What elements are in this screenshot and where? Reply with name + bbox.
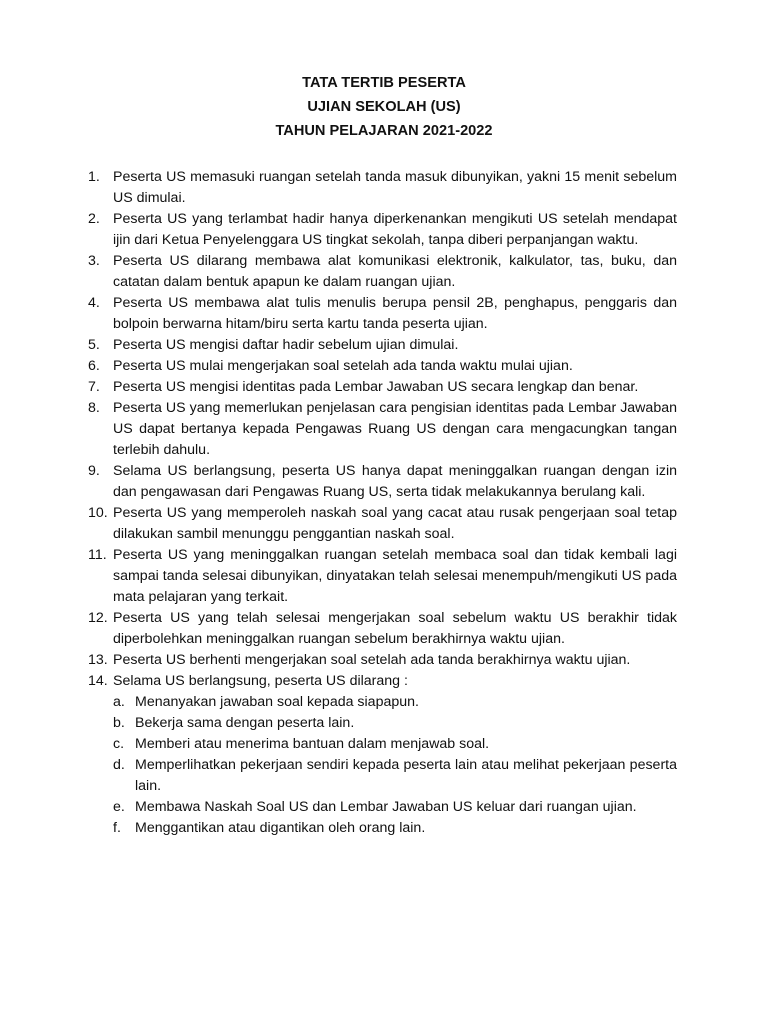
rule-text: Peserta US membawa alat tulis menulis berupa pensil 2B, penghapus, penggaris dan bolpoin berwarna hitam/biru serta kartu tanda peserta ujian. — [113, 295, 677, 332]
rule-number: 6. — [88, 358, 100, 374]
rule-number: 12. — [88, 610, 108, 626]
rule-number: 13. — [88, 652, 108, 668]
rule-text: Peserta US yang meninggalkan ruangan setelah membaca soal dan tidak kembali lagi sampai tanda selesai dibunyikan, dinyatakan telah selesai menempuh/mengikuti US pada mata pelajaran yang terkait. — [113, 547, 677, 605]
rule-text: Peserta US dilarang membawa alat komunikasi elektronik, kalkulator, tas, buku, dan catatan dalam bentuk apapun ke dalam ruangan ujian. — [113, 253, 677, 290]
sub-item-text: Menanyakan jawaban soal kepada siapapun. — [135, 694, 419, 710]
rule-item-10 — [88, 503, 677, 545]
rule-item-9 — [88, 461, 677, 503]
rule-number: 10. — [88, 505, 108, 521]
rule-item-14 — [88, 671, 677, 839]
sub-item-a — [113, 692, 677, 713]
rule-number: 5. — [88, 337, 100, 353]
rule-item-1 — [88, 167, 677, 209]
rule-item-4 — [88, 293, 677, 335]
rule-number: 9. — [88, 463, 100, 479]
rule-number: 2. — [88, 211, 100, 227]
rule-text: Peserta US berhenti mengerjakan soal setelah ada tanda berakhirnya waktu ujian. — [113, 652, 631, 668]
sub-item-f — [113, 818, 677, 839]
sub-item-letter: f. — [113, 820, 121, 836]
title-line-2: UJIAN SEKOLAH (US) — [307, 99, 461, 115]
rule-item-11 — [88, 545, 677, 608]
sub-item-text: Bekerja sama dengan peserta lain. — [135, 715, 355, 731]
rule-text: Selama US berlangsung, peserta US dilarang : — [113, 673, 408, 689]
sub-item-e — [113, 797, 677, 818]
rule-item-3 — [88, 251, 677, 293]
rule-text: Peserta US mengisi identitas pada Lembar Jawaban US secara lengkap dan benar. — [113, 379, 639, 395]
rule-number: 3. — [88, 253, 100, 269]
rule-text: Peserta US yang terlambat hadir hanya diperkenankan mengikuti US setelah mendapat ijin dari Ketua Penyelenggara US tingkat sekolah, tanpa diberi perpanjangan waktu. — [113, 211, 677, 248]
rule-item-8 — [88, 398, 677, 461]
sub-item-letter: e. — [113, 799, 125, 815]
sub-item-text: Memberi atau menerima bantuan dalam menjawab soal. — [135, 736, 490, 752]
sub-item-text: Memperlihatkan pekerjaan sendiri kepada peserta lain atau melihat pekerjaan peserta lain. — [135, 757, 677, 794]
sub-item-letter: a. — [113, 694, 125, 710]
rule-text: Peserta US mengisi daftar hadir sebelum ujian dimulai. — [113, 337, 459, 353]
rule-item-13 — [88, 650, 677, 671]
sub-item-text: Menggantikan atau digantikan oleh orang lain. — [135, 820, 426, 836]
sub-item-text: Membawa Naskah Soal US dan Lembar Jawaban US keluar dari ruangan ujian. — [135, 799, 637, 815]
sub-item-d — [113, 755, 677, 797]
rule-item-5 — [88, 335, 677, 356]
rule-text: Peserta US yang memperoleh naskah soal yang cacat atau rusak pengerjaan soal tetap dilakukan sambil menunggu penggantian naskah soal. — [113, 505, 677, 542]
rule-number: 8. — [88, 400, 100, 416]
sub-item-b — [113, 713, 677, 734]
rule-item-2 — [88, 209, 677, 251]
sub-item-letter: b. — [113, 715, 125, 731]
rule-item-6 — [88, 356, 677, 377]
rules-list — [88, 167, 677, 839]
rule-number: 14. — [88, 673, 108, 689]
rule-item-7 — [88, 377, 677, 398]
rule-text: Peserta US yang telah selesai mengerjakan soal sebelum waktu US berakhir tidak diperbolehkan meninggalkan ruangan sebelum berakhirnya waktu ujian. — [113, 610, 677, 647]
rule-text: Selama US berlangsung, peserta US hanya dapat meninggalkan ruangan dengan izin dan pengawasan dari Pengawas Ruang US, serta tidak melakukannya berulang kali. — [113, 463, 677, 500]
sub-item-c — [113, 734, 677, 755]
prohibitions-list — [113, 692, 677, 839]
document-title — [0, 71, 768, 143]
title-line-1: TATA TERTIB PESERTA — [302, 75, 466, 91]
rule-text: Peserta US yang memerlukan penjelasan cara pengisian identitas pada Lembar Jawaban US dapat bertanya kepada Pengawas Ruang US dengan cara mengacungkan tangan terlebih dahulu. — [113, 400, 677, 458]
rule-number: 4. — [88, 295, 100, 311]
rule-number: 1. — [88, 169, 100, 185]
rule-number: 11. — [88, 547, 107, 563]
rule-number: 7. — [88, 379, 100, 395]
rule-text: Peserta US memasuki ruangan setelah tanda masuk dibunyikan, yakni 15 menit sebelum US dimulai. — [113, 169, 677, 206]
title-line-3: TAHUN PELAJARAN 2021-2022 — [275, 123, 493, 139]
rule-item-12 — [88, 608, 677, 650]
sub-item-letter: c. — [113, 736, 125, 752]
rule-text: Peserta US mulai mengerjakan soal setelah ada tanda waktu mulai ujian. — [113, 358, 573, 374]
sub-item-letter: d. — [113, 757, 125, 773]
